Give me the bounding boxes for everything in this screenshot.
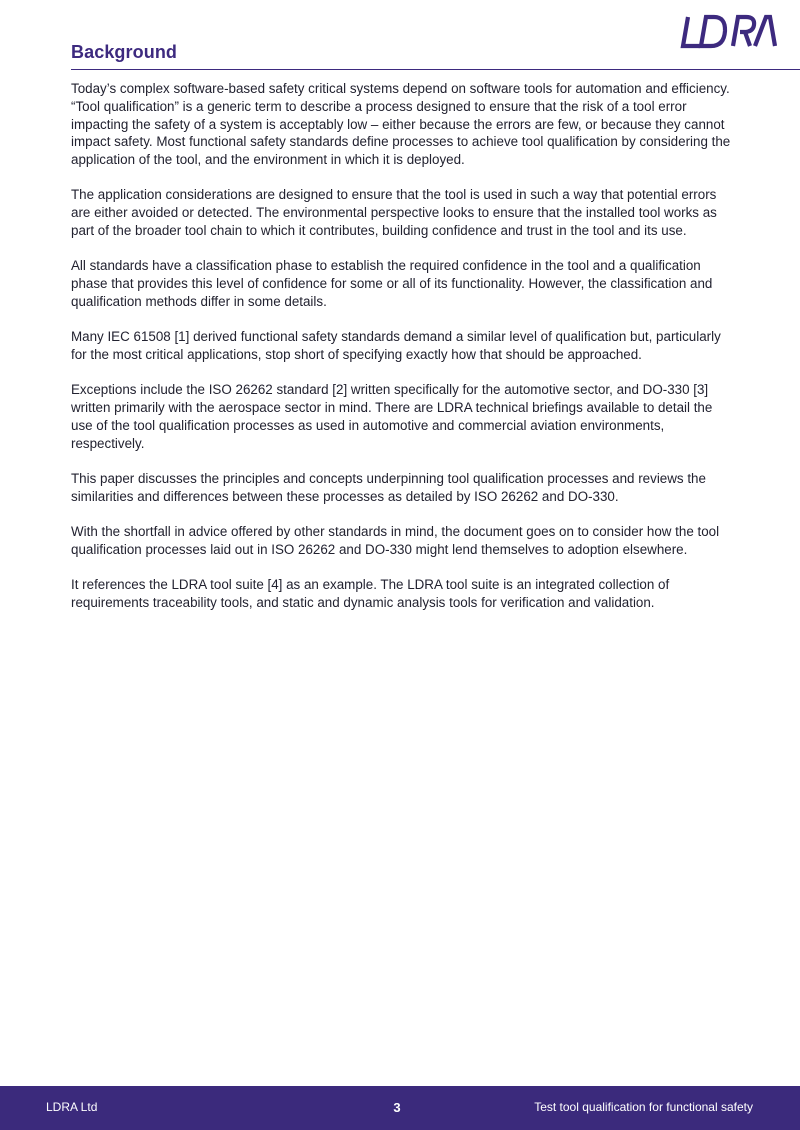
title-divider (71, 69, 800, 70)
paragraph: All standards have a classification phase to establish the required confidence in the tool and a qualification phase that provides this level of confidence for some or all of its functionality. However, the classification and qualification methods differ in some details. (71, 258, 713, 309)
footer-document-title: Test tool qualification for functional safety (534, 1100, 753, 1114)
body-text (71, 80, 737, 629)
section-title: Background (71, 42, 178, 62)
paragraph: This paper discusses the principles and concepts underpinning tool qualification processes and reviews the similarities and differences between these processes as detailed by ISO 26262 and DO-330. (71, 471, 706, 504)
footer-company: LDRA Ltd (46, 1100, 98, 1114)
page-footer (0, 1086, 800, 1130)
paragraph: Many IEC 61508 [1] derived functional safety standards demand a similar level of qualification but, particularly for the most critical applications, stop short of specifying exactly how that should be approached. (71, 329, 721, 363)
page-number: 3 (393, 1100, 401, 1115)
ldra-logo (678, 14, 778, 50)
paragraph: It references the LDRA tool suite [4] as an example. The LDRA tool suite is an integrated collection of requirements traceability tools, and static and dynamic analysis tools for verification and validation. (71, 577, 670, 611)
paragraph: Today’s complex software-based safety critical systems depend on software tools for automation and efficiency. “Tool qualification” is a generic term to describe a process designed to ensure that the risk of a tool error impacting the safety of a system is acceptably low – either because the errors are few, or because they cannot impact safety. Most functional safety standards define processes to achieve tool qualification by considering the application of the tool, and the environment in which it is deployed. (71, 81, 731, 168)
paragraph: Exceptions include the ISO 26262 standard [2] written specifically for the automotive sector, and DO-330 [3] written primarily with the aerospace sector in mind. There are LDRA technical briefings available to detail the use of the tool qualification processes as used in automotive and commercial aviation environments, respectively. (71, 382, 713, 451)
paragraph: With the shortfall in advice offered by other standards in mind, the document goes on to consider how the tool qualification processes laid out in ISO 26262 and DO-330 might lend themselves to adoption elsewhere. (71, 524, 720, 557)
paragraph: The application considerations are designed to ensure that the tool is used in such a way that potential errors are either avoided or detected. The environmental perspective looks to ensure that the installed tool works as part of the broader tool chain to which it contributes, building confidence and trust in the tool and its use. (71, 187, 717, 239)
